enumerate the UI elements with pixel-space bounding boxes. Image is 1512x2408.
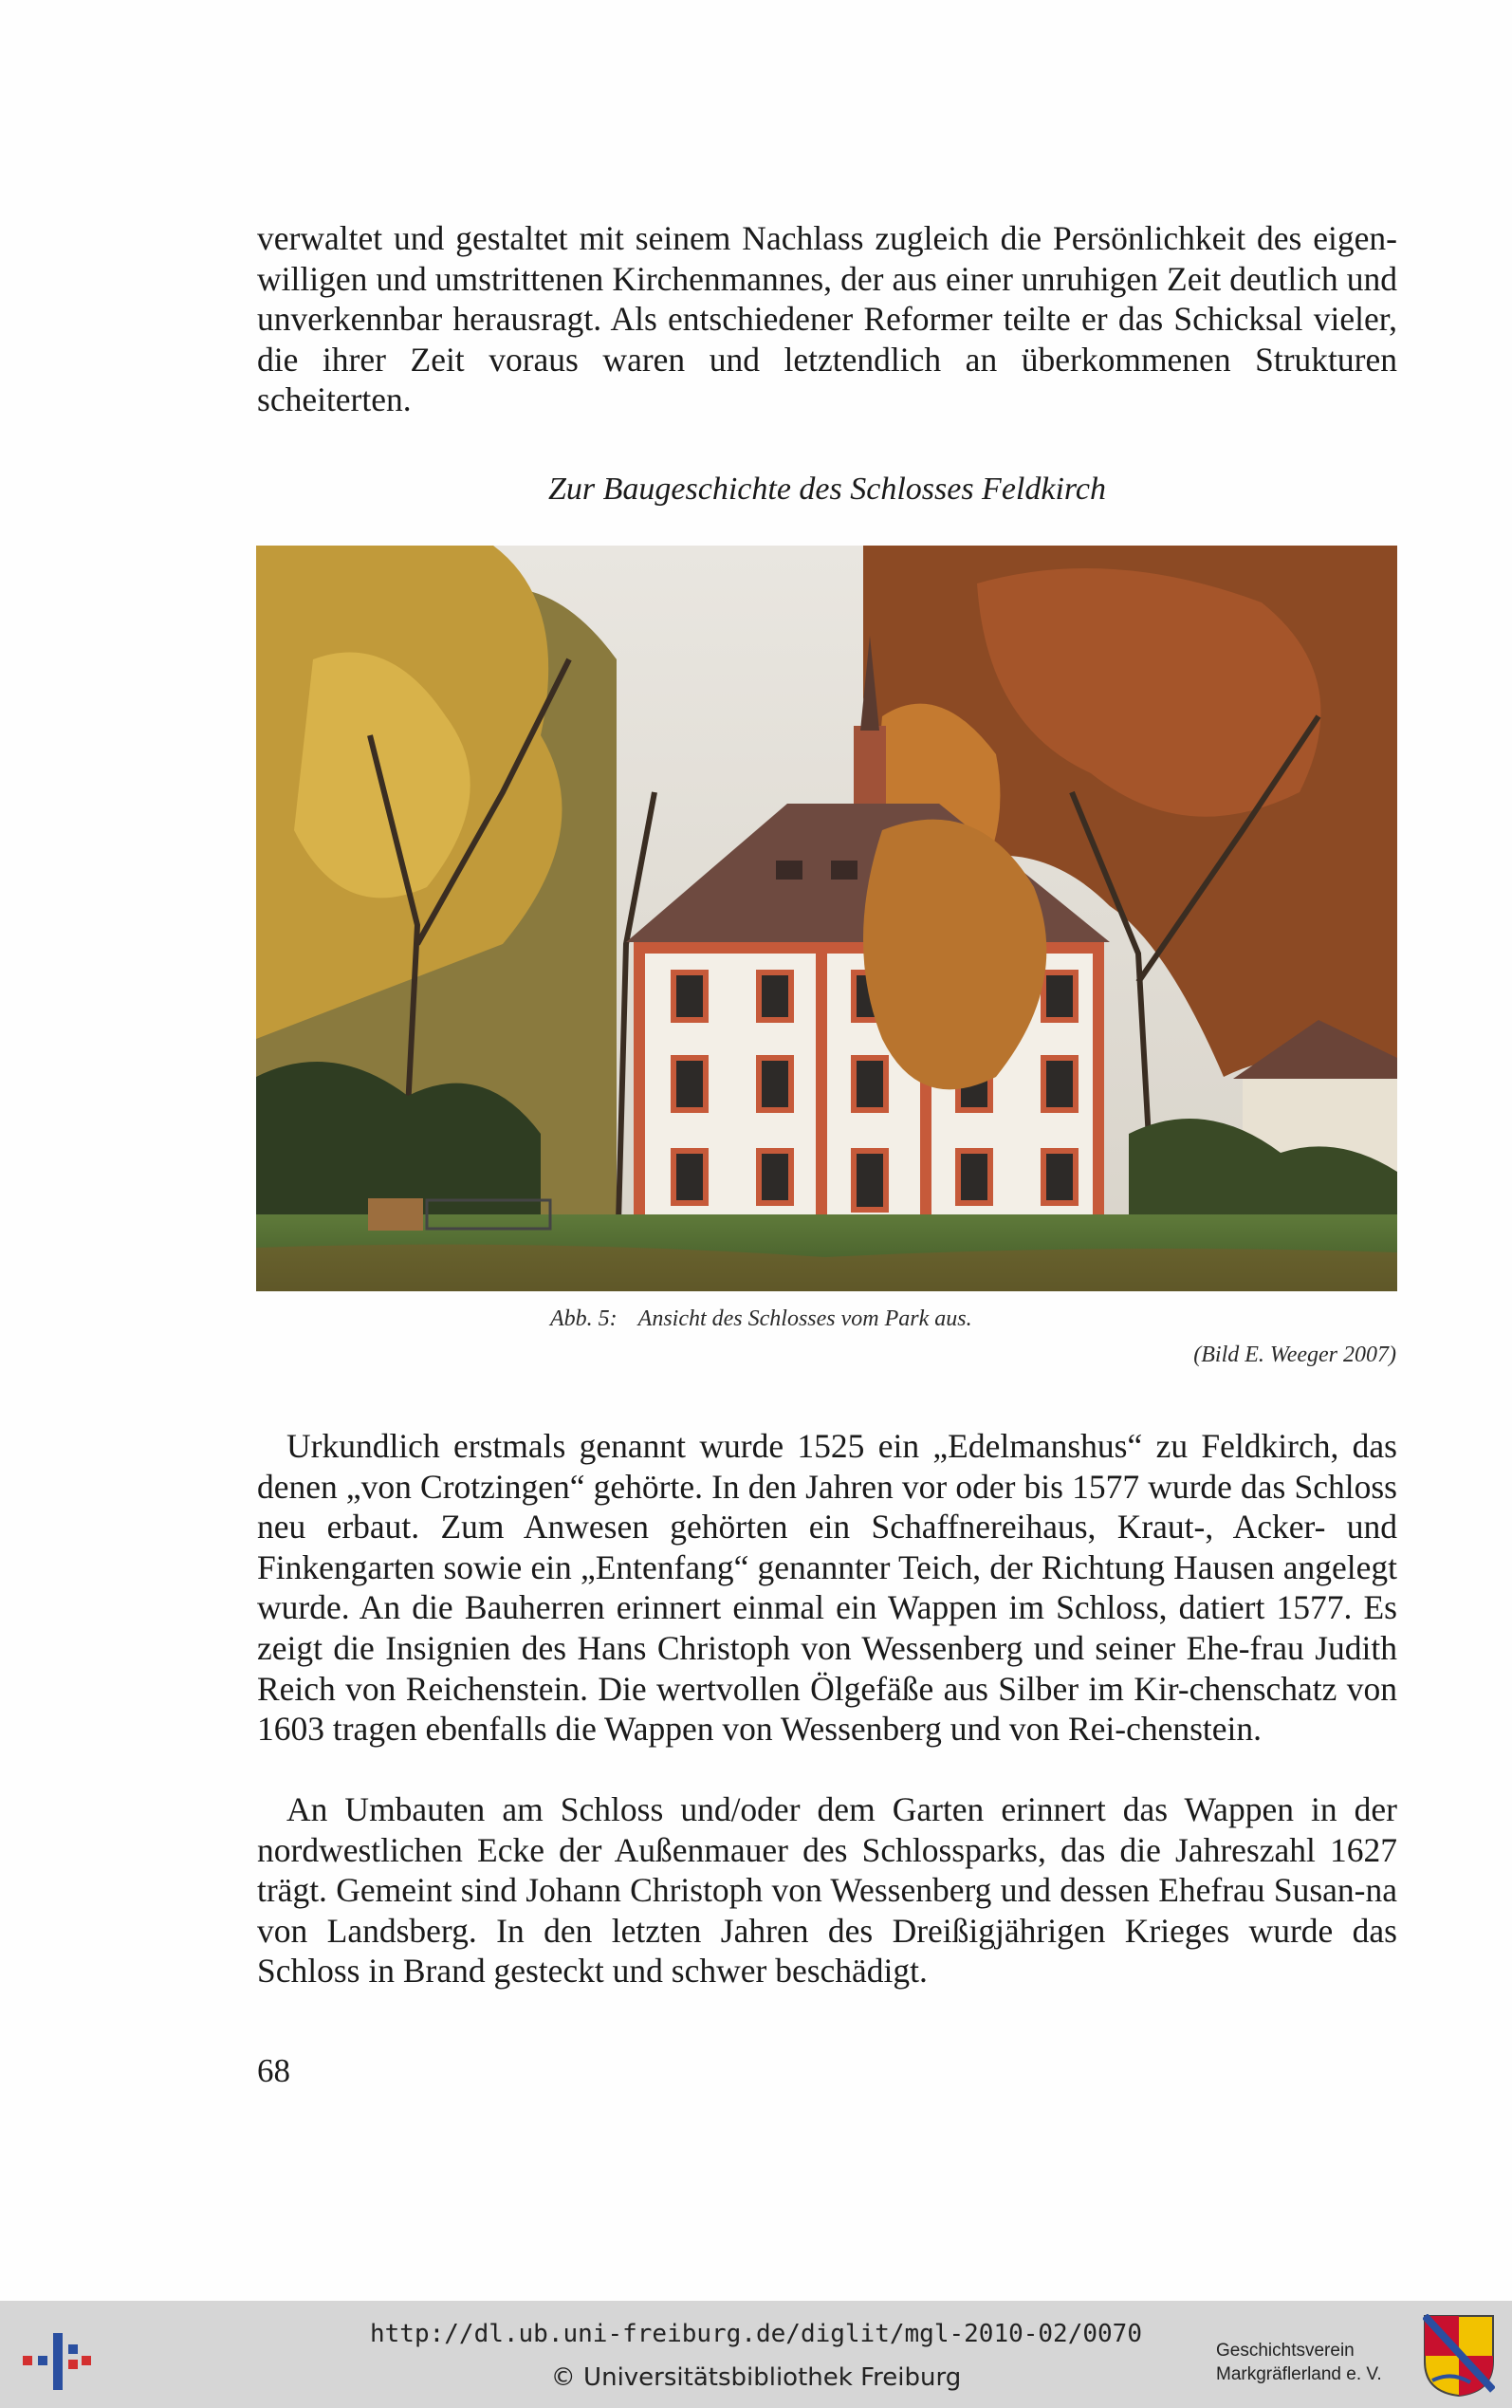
figure-caption [550,1306,972,1332]
page-number: 68 [257,2052,290,2089]
society-line-1: Geschichtsverein [1216,2341,1355,2361]
figure-label: Abb. 5: [550,1306,618,1331]
society-crest-icon [1423,2314,1495,2401]
figure-caption-text: Ansicht des Schlosses vom Park aus. [637,1306,972,1331]
paragraph-intro: verwaltet und gestaltet mit seinem Nachlass zugleich die Persönlichkeit des eigen-willigen und umstrittenen Kirchenmannes, der aus einer unruhigen Zeit deutlich und unverkennbar herausragt. Als entschiedener Reformer teilte er das Schicksal vieler, die ihrer Zeit voraus waren und letztendlich an überkommenen Strukturen scheiterten. [257,219,1397,419]
section-heading: Zur Baugeschichte des Schlosses Feldkirch [548,472,1106,507]
paragraph-body-1: Urkundlich erstmals genannt wurde 1525 ein „Edelmanshus“ zu Feldkirch, das denen „von Crotzingen“ gehörte. In den Jahren vor oder bis 1577 wurde das Schloss neu erbaut. Zum Anwesen gehörten ein Schaffnereihaus, Kraut-, Acker- und Finkengarten sowie ein „Entenfang“ genannter Teich, der Richtung Hausen angelegt wurde. An die Bauherren erinnert einmal ein Wappen im Schloss, datiert 1577. Es zeigt die Insignien des Hans Christoph von Wessenberg und seiner Ehe-frau Judith Reich von Reichenstein. Die wertvollen Ölgefäße aus Silber im Kir-chenschatz von 1603 tragen ebenfalls die Wappen von Wessenberg und von Rei-chenstein. [257,1427,1397,1749]
society-line-2: Markgräflerland e. V. [1216,2364,1382,2384]
castle-photo [256,546,1397,1291]
footer-copyright: © Universitätsbibliothek Freiburg [550,2363,962,2392]
footer-url-link[interactable]: http://dl.ub.uni-freiburg.de/diglit/mgl-2010-02/0070 [370,2320,1142,2348]
society-name [1216,2339,1382,2386]
paragraph-body-2: An Umbauten am Schloss und/oder dem Garten erinnert das Wappen in der nordwestlichen Ecke der Außenmauer des Schlossparks, das die Jahreszahl 1627 trägt. Gemeint sind Johann Christoph von Wessenberg und dessen Ehefrau Susan-na von Landsberg. In den letzten Jahren des Dreißigjährigen Krieges wurde das Schloss in Brand gesteckt und schwer beschädigt. [257,1790,1397,1991]
figure-credit: (Bild E. Weeger 2007) [1193,1343,1396,1367]
footer-bar [0,2301,1512,2408]
